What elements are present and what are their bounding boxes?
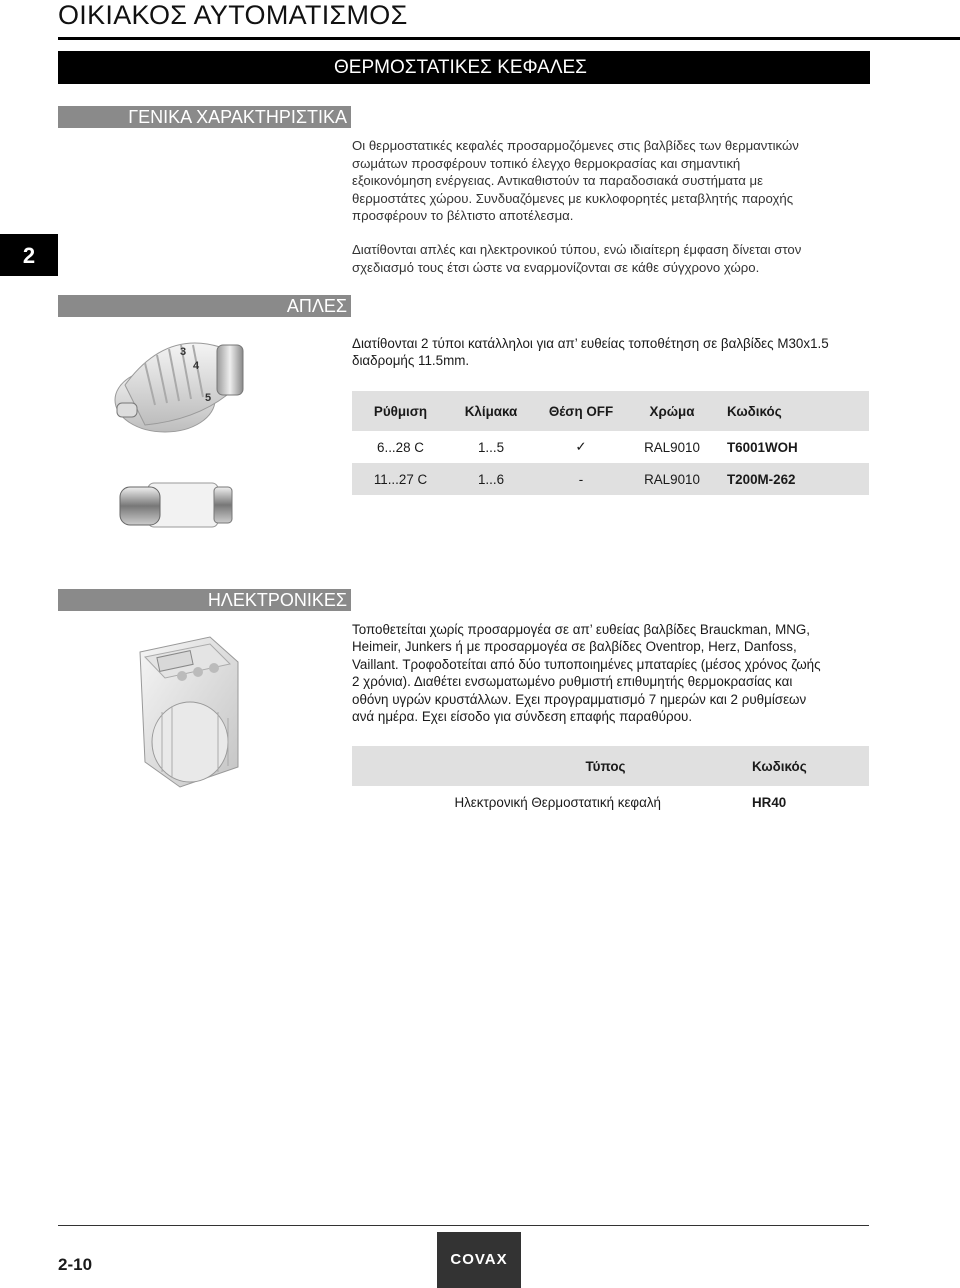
section-simple-label: ΑΠΛΕΣ — [286, 296, 347, 316]
header-cell: Κλίμακα — [449, 391, 533, 431]
header-cell: Ρύθμιση — [352, 391, 449, 431]
table-cell: 6...28 C — [377, 439, 424, 455]
table-cell: - — [533, 463, 629, 495]
category-banner-label: ΘΕΡΜΟΣΤΑΤΙΚΕΣ ΚΕΦΑΛΕΣ — [334, 57, 587, 78]
simple-description — [352, 335, 870, 370]
thermostatic-head-image — [105, 325, 255, 440]
text-line: θερμοστάτες χώρου. Συνδυαζόμενες με κυκλοφορητές μεταβλητής παροχής — [352, 190, 794, 206]
text-line: Διατίθονται 2 τύποι κατάλληλοι για απ’ ευθείας τοποθέτηση σε βαλβίδες Μ30x1.5 — [352, 336, 829, 351]
text-line: σωμάτων προσφέρουν τοπικό έλεγχο θερμοκρασίας και σημαντική — [352, 155, 741, 171]
header-cell: Χρώμα — [629, 391, 715, 431]
table-row — [352, 786, 869, 818]
page-number: 2-10 — [58, 1255, 93, 1274]
text-line: Τοποθετείται χωρίς προσαρμογέα σε απ’ ευθείας βαλβίδες Brauckman, MNG, — [352, 622, 811, 637]
table-cell: 11...27 C — [352, 463, 449, 495]
covax-logo: COVAX — [437, 1232, 521, 1288]
text-line: Διατίθονται απλές και ηλεκτρονικού τύπου, ενώ ιδιαίτερη έμφαση δίνεται στον — [352, 242, 802, 257]
text-line: Οι θερμοστατικές κεφαλές προσαρμοζόμενες στις βαλβίδες των θερμαντικών — [352, 138, 799, 153]
text-line: 2 χρόνια). Διαθέτει ενσωματωμένο ρυθμιστή επιθυμητής θερμοκρασίας και — [352, 674, 793, 690]
electronic-description — [352, 621, 870, 725]
section-general-label: ΓΕΝΙΚΑ ΧΑΡΑΚΤΗΡΙΣΤΙΚΑ — [128, 107, 347, 127]
page-title: ΟΙΚΙΑΚΟΣ ΑΥΤΟΜΑΤΙΣΜΟΣ — [58, 0, 408, 30]
section-electronic-label: ΗΛΕΚΤΡΟΝΙΚΕΣ — [207, 590, 347, 610]
general-note — [352, 241, 870, 276]
text-line: σχεδιασμό τους έτσι ώστε να εναρμονίζονται σε κάθε σύγχρονο χώρο. — [352, 259, 760, 275]
general-description — [352, 137, 870, 225]
table-header-row — [352, 746, 869, 786]
text-line: ανά ημέρα. Εχει είσοδο για σύνδεση επαφής παραθύρου. — [352, 709, 693, 725]
table-cell: Ηλεκτρονική Θερμοστατική κεφαλή — [454, 794, 661, 810]
section-electronic-heading — [58, 589, 351, 611]
category-banner — [58, 51, 870, 84]
table-cell: T200M-262 — [715, 463, 869, 495]
section-general-heading — [58, 106, 351, 128]
text-line: διαδρομής 11.5mm. — [352, 353, 470, 369]
dial-number: 4 — [193, 360, 200, 372]
table-cell: HR40 — [752, 794, 787, 810]
text-line: οθόνη υγρών κρυστάλλων. Εχει προγραμματισμό 7 ημερών και 2 ρυθμίσεων — [352, 691, 807, 707]
table-cell: RAL9010 — [644, 439, 700, 455]
header-cell: Κωδικός — [739, 746, 869, 786]
title-rule — [58, 37, 960, 40]
table-row — [352, 463, 869, 495]
text-line: Vaillant. Τροφοδοτείται από δύο τυποποιημένες μπαταρίες (μέσος χρόνος ζωής — [352, 656, 821, 672]
table-row — [352, 431, 869, 463]
electronic-thermostatic-head-image — [120, 632, 250, 792]
table-cell: RAL9010 — [629, 463, 715, 495]
text-line: προσφέρουν το βέλτιστο αποτέλεσμα. — [352, 208, 574, 224]
text-line: εξοικονόμηση ενέργειας. Αντικαθιστούν τα παραδοσιακά συστήματα με — [352, 173, 763, 189]
text-line: Heimeir, Junkers ή με προσαρμογέα σε βαλβίδες Oventrop, Herz, Danfoss, — [352, 639, 797, 655]
section-simple-heading — [58, 295, 351, 317]
table-cell: 1...6 — [449, 463, 533, 495]
header-cell: Θέση OFF — [533, 391, 629, 431]
dial-number: 3 — [180, 346, 187, 358]
table-header-row — [352, 391, 869, 431]
check-icon: ✓ — [575, 439, 587, 454]
footer-rule — [58, 1225, 869, 1226]
table-cell: T6001WOH — [727, 439, 798, 455]
header-cell: Τύπος — [352, 746, 739, 786]
simple-specs-table — [352, 391, 869, 495]
dial-number: 5 — [205, 392, 212, 404]
chapter-tab: 2 — [0, 234, 58, 276]
header-cell: Κωδικός — [715, 391, 869, 431]
table-cell: 1...5 — [477, 439, 505, 455]
electronic-specs-table — [352, 746, 869, 818]
chrome-thermostatic-head-image — [118, 475, 238, 535]
